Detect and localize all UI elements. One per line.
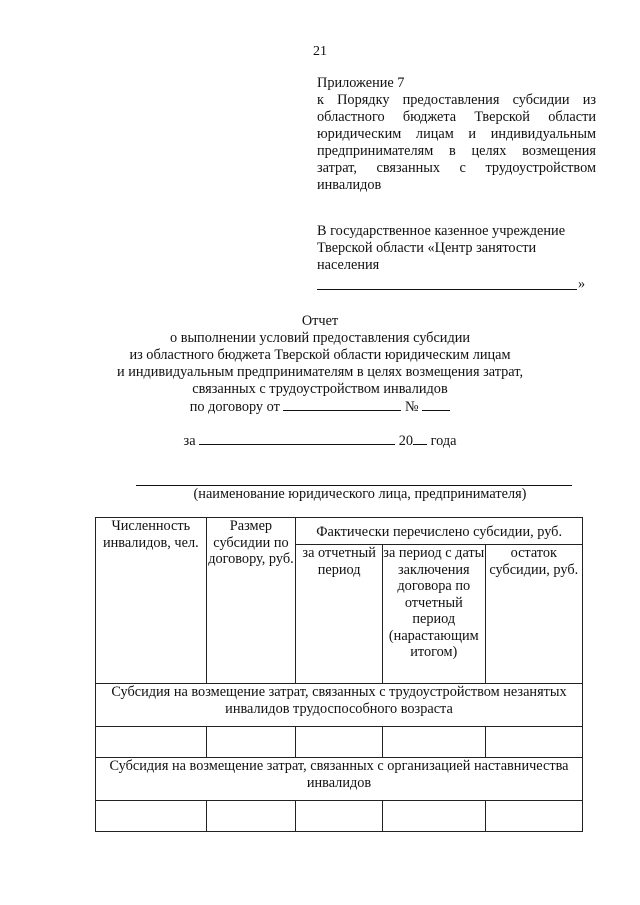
header-subsidy-amount: Размер субсидии по договору, руб. — [206, 518, 296, 684]
contract-prefix: по договору от — [189, 399, 280, 415]
addressee-line: населения — [317, 257, 380, 273]
page-number: 21 — [313, 44, 327, 59]
contract-line — [100, 398, 540, 415]
section-row-mentoring: Субсидия на возмещение затрат, связанных с организацией наставничества инвалидов — [96, 758, 583, 801]
period-suffix: года — [430, 433, 457, 449]
addressee-closing-quote: » — [578, 276, 586, 292]
addressee-blank-line — [317, 288, 577, 290]
header-disabled-count: Численность инвалидов, чел. — [96, 518, 207, 684]
report-line: из областного бюджета Тверской области юридическим лицам — [129, 347, 511, 363]
period-prefix: за — [183, 433, 196, 449]
table-cell[interactable] — [206, 801, 296, 832]
addressee-block — [317, 223, 597, 274]
period-blank — [199, 432, 395, 445]
table-cell[interactable] — [383, 801, 485, 832]
table-cell[interactable] — [296, 727, 383, 758]
annex-title: Приложение 7 — [317, 75, 405, 91]
annex-line: затрат, связанных с трудоустройством — [317, 160, 596, 176]
report-line: о выполнении условий предоставления субсидии — [169, 330, 471, 346]
contract-number-blank — [422, 398, 450, 411]
header-reporting-period: за отчетный период — [296, 545, 383, 684]
report-table — [95, 517, 583, 832]
year-blank — [413, 432, 427, 445]
contract-date-blank — [283, 398, 401, 411]
report-line: и индивидуальным предпринимателям в целях возмещения затрат, — [116, 364, 524, 380]
header-since-contract: за период с даты заключения договора по отчетный период (нарастающим итогом) — [383, 545, 485, 684]
table-cell[interactable] — [383, 727, 485, 758]
table-cell[interactable] — [485, 801, 582, 832]
table-cell[interactable] — [206, 727, 296, 758]
annex-line: к Порядку предоставления субсидии из — [317, 92, 596, 108]
annex-line: областного бюджета Тверской области — [317, 109, 596, 125]
annex-block — [317, 75, 596, 194]
report-heading — [100, 313, 540, 415]
report-line: связанных с трудоустройством инвалидов — [192, 381, 448, 397]
period-year-prefix: 20 — [398, 433, 413, 449]
report-title: Отчет — [301, 313, 339, 329]
contract-number-sign: № — [405, 399, 419, 415]
table-cell[interactable] — [296, 801, 383, 832]
addressee-line: В государственное казенное учреждение — [317, 223, 566, 239]
table-cell[interactable] — [96, 801, 207, 832]
table-cell[interactable] — [485, 727, 582, 758]
reporting-period — [0, 432, 640, 450]
annex-line: предпринимателям в целях возмещения — [317, 143, 596, 159]
annex-line: юридическим лицам и индивидуальным — [317, 126, 596, 142]
header-transferred-group: Фактически перечислено субсидии, руб. — [296, 518, 583, 545]
addressee-line: Тверской области «Центр занятости — [317, 240, 537, 256]
header-remaining: остаток субсидии, руб. — [485, 545, 582, 684]
annex-line: инвалидов — [317, 177, 382, 193]
table-cell[interactable] — [96, 727, 207, 758]
organization-caption: (наименование юридического лица, предпринимателя) — [193, 486, 527, 502]
section-row-employment: Субсидия на возмещение затрат, связанных с трудоустройством незанятых инвалидов трудоспособного возраста — [96, 684, 583, 727]
